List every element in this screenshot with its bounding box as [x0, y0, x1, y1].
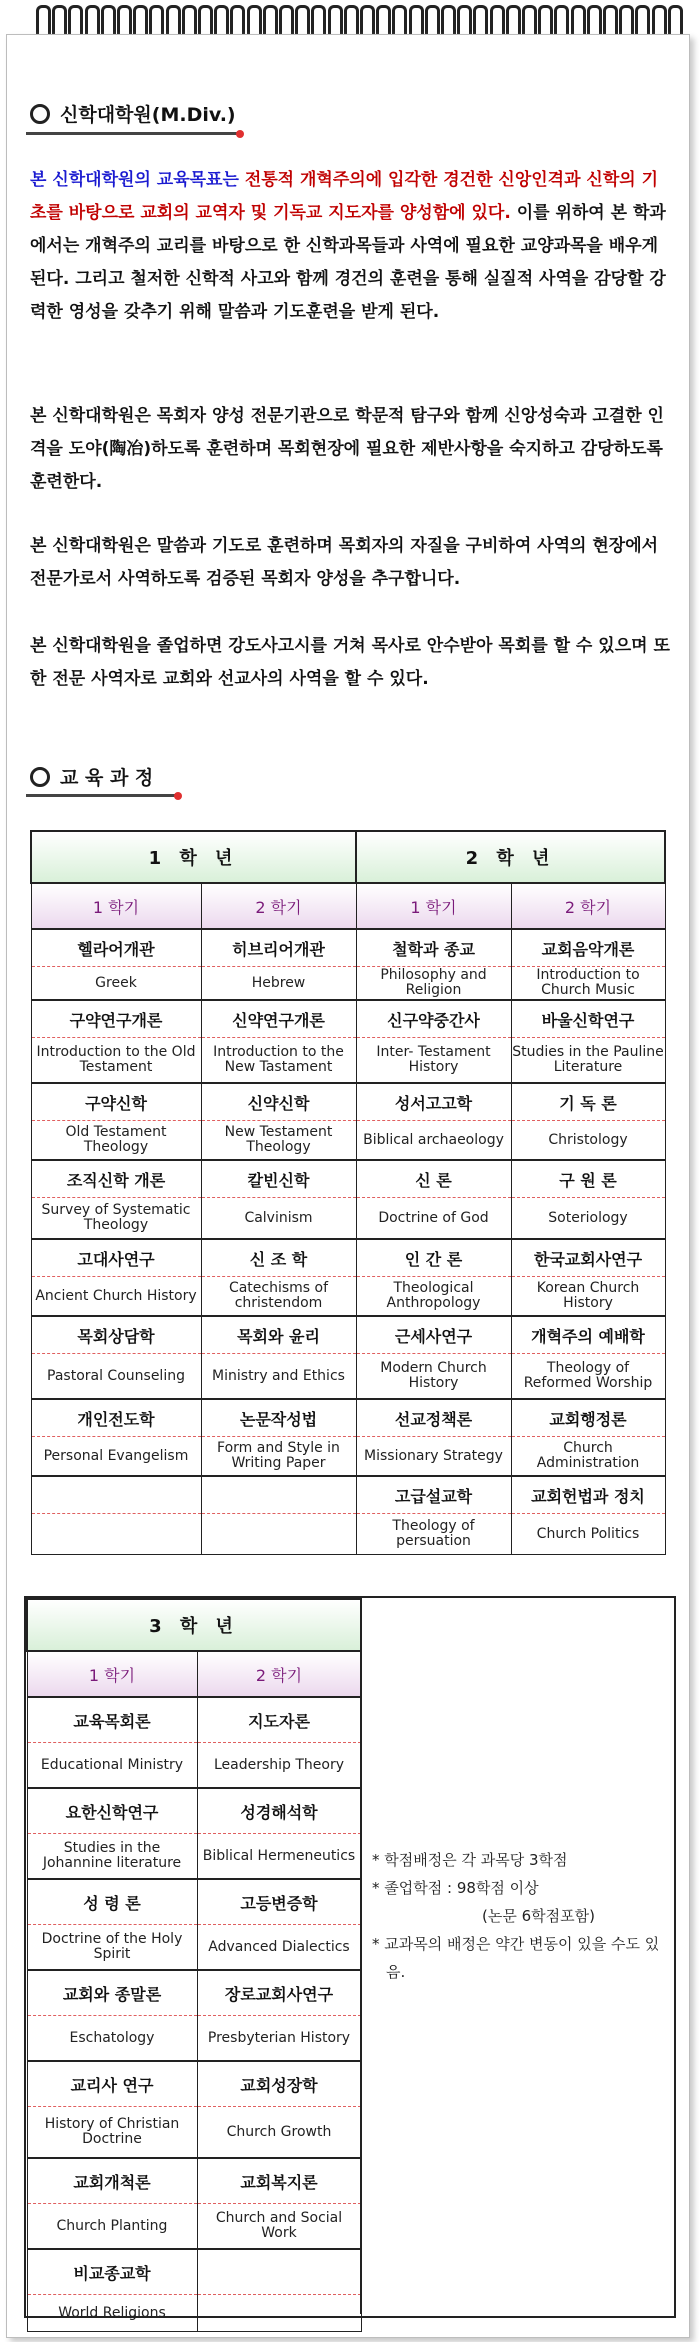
course-name-en: Studies in the Johannine literature [27, 1834, 197, 1880]
semester-header: 1 학기 [356, 883, 511, 929]
course-name-ko: 조직신학 개론 [31, 1160, 201, 1198]
course-name-ko: 개혁주의 예배학 [511, 1316, 665, 1354]
course-name-ko: 신구약중간사 [356, 1000, 511, 1038]
heading-underline [26, 794, 178, 797]
course-name-ko: 성서고고학 [356, 1083, 511, 1121]
semester-header-row [27, 1651, 361, 1697]
paragraph-pursuit: 본 신학대학원은 말씀과 기도로 훈련하며 목회자의 자질을 구비하여 사역의 현장에서 전문가로서 사역하도록 검증된 목회자 양성을 추구합니다. [30, 536, 659, 589]
course-name-en [197, 2295, 361, 2332]
course-name-en: New Testament Theology [201, 1121, 356, 1161]
course-name-ko: 칼빈신학 [201, 1160, 356, 1198]
course-name-en: Theology of persuation [356, 1514, 511, 1555]
year3-divider [360, 1598, 362, 2314]
year-header: 1 학 년 [31, 831, 356, 883]
course-name-ko: 목회상담학 [31, 1316, 201, 1354]
course-english-row [31, 1038, 665, 1084]
heading-curriculum-text: 교 육 과 정 [60, 767, 154, 789]
course-name-en: Biblical archaeology [356, 1121, 511, 1161]
circle-bullet-icon [30, 104, 50, 124]
course-english-row [27, 1925, 361, 1971]
section-heading-curriculum [30, 763, 153, 790]
course-english-row [27, 2295, 361, 2332]
course-name-en: Studies in the Pauline Literature [511, 1038, 665, 1084]
semester-header: 1 학기 [27, 1651, 197, 1697]
course-name-en: Pastoral Counseling [31, 1354, 201, 1400]
course-name-en: Philosophy and Religion [356, 967, 511, 1001]
course-name-ko: 신 론 [356, 1160, 511, 1198]
course-korean-row [27, 1970, 361, 2016]
course-name-en: Educational Ministry [27, 1743, 197, 1789]
course-name-en: Old Testament Theology [31, 1121, 201, 1161]
course-name-ko: 지도자론 [197, 1697, 361, 1743]
semester-header: 2 학기 [201, 883, 356, 929]
notes-block [372, 1846, 672, 1986]
note-thesis: (논문 6학점포함) [482, 1907, 595, 1925]
course-name-en: Catechisms of christendom [201, 1277, 356, 1317]
course-name-ko: 고대사연구 [31, 1239, 201, 1277]
semester-header: 2 학기 [511, 883, 665, 929]
course-name-en: Personal Evangelism [31, 1437, 201, 1477]
year-header: 3 학 년 [27, 1599, 361, 1651]
semester-header: 1 학기 [31, 883, 201, 929]
course-name-ko: 목회와 윤리 [201, 1316, 356, 1354]
course-name-ko: 성 령 론 [27, 1879, 197, 1925]
course-name-ko [197, 2249, 361, 2295]
course-name-ko: 교회와 종말론 [27, 1970, 197, 2016]
course-name-en: Theological Anthropology [356, 1277, 511, 1317]
course-name-en: Hebrew [201, 967, 356, 1001]
paragraph-training: 본 신학대학원은 목회자 양성 전문기관으로 학문적 탐구와 함께 신앙성숙과 고결한 인격을 도야(陶冶)하도록 훈련하며 목회현장에 필요한 제반사항을 숙지하고 감당하도록 훈련한다. [30, 406, 664, 492]
course-name-en: World Religions [27, 2295, 197, 2332]
course-name-ko: 구약연구개론 [31, 1000, 201, 1038]
section-heading-mdiv [30, 100, 236, 127]
course-name-ko: 교회음악개론 [511, 929, 665, 967]
course-english-row [31, 1198, 665, 1240]
semester-header: 2 학기 [197, 1651, 361, 1697]
course-name-ko: 구 원 론 [511, 1160, 665, 1198]
course-name-ko: 신약연구개론 [201, 1000, 356, 1038]
course-name-ko: 성경해석학 [197, 1788, 361, 1834]
course-name-en: Modern Church History [356, 1354, 511, 1400]
course-name-ko: 교회복지론 [197, 2158, 361, 2204]
course-english-row [31, 967, 665, 1001]
course-name-ko: 교육목회론 [27, 1697, 197, 1743]
course-name-ko: 논문작성법 [201, 1399, 356, 1437]
note-variation: * 교과목의 배정은 약간 변동이 있을 수도 있음. [372, 1935, 660, 1981]
course-name-en: Eschatology [27, 2016, 197, 2062]
heading-underline-dot [236, 130, 244, 138]
course-name-ko: 구약신학 [31, 1083, 201, 1121]
paragraph-goal-rest: 이를 위하여 본 학과에서는 개혁주의 교리를 바탕으로 한 신학과목들과 사역에 필요한 교양과목을 배우게 된다. 그리고 철저한 신학적 사고와 함께 경건의 훈련을 통해 실질적 사역을 감당할 강력한 영성을 갖추기 위해 말씀과 기도훈련을 받게 된다. [30, 203, 666, 322]
course-name-ko: 근세사연구 [356, 1316, 511, 1354]
course-name-en: Church Administration [511, 1437, 665, 1477]
semester-header-row [31, 883, 665, 929]
course-name-en: Ministry and Ethics [201, 1354, 356, 1400]
course-english-row [27, 2204, 361, 2250]
course-name-ko: 교회행정론 [511, 1399, 665, 1437]
course-name-ko: 신 조 학 [201, 1239, 356, 1277]
curriculum-table-body [31, 831, 665, 1555]
course-english-row [27, 1743, 361, 1789]
course-name-ko [201, 1476, 356, 1514]
course-name-en: Advanced Dialectics [197, 1925, 361, 1971]
heading-mdiv-text: 신학대학원(M.Div.) [60, 104, 236, 126]
course-korean-row [27, 2061, 361, 2107]
course-english-row [31, 1354, 665, 1400]
course-korean-row [31, 929, 665, 967]
course-name-en: Inter- Testament History [356, 1038, 511, 1084]
course-name-ko: 바울신학연구 [511, 1000, 665, 1038]
paragraph-goal-highlight: 전통적 개혁주의에 입각한 경건한 신앙인격과 신학의 기초를 바탕으로 교회의 교역자 및 기독교 지도자를 양성함에 있다. [30, 170, 659, 223]
course-name-en [31, 1514, 201, 1555]
course-name-ko: 철학과 종교 [356, 929, 511, 967]
year-header: 2 학 년 [356, 831, 665, 883]
paragraph-goal-intro: 본 신학대학원의 교육목표는 [30, 170, 239, 190]
course-name-en: Church Growth [197, 2107, 361, 2159]
course-name-en: Christology [511, 1121, 665, 1161]
course-name-ko: 장로교회사연구 [197, 1970, 361, 2016]
course-korean-row [31, 1160, 665, 1198]
course-name-ko: 고등변증학 [197, 1879, 361, 1925]
course-name-ko: 개인전도학 [31, 1399, 201, 1437]
heading-underline-dot [174, 792, 182, 800]
paragraph-graduation: 본 신학대학원을 졸업하면 강도사고시를 거쳐 목사로 안수받아 목회를 할 수 있으며 또한 전문 사역자로 교회와 선교사의 사역을 할 수 있다. [30, 636, 670, 689]
heading-underline [26, 132, 240, 135]
course-name-en: Doctrine of God [356, 1198, 511, 1240]
course-name-ko: 교리사 연구 [27, 2061, 197, 2107]
course-name-en: Soteriology [511, 1198, 665, 1240]
course-korean-row [27, 2158, 361, 2204]
course-name-ko: 교회헌법과 정치 [511, 1476, 665, 1514]
curriculum-table-year1-2 [30, 830, 666, 1555]
course-name-en: Korean Church History [511, 1277, 665, 1317]
course-name-en: Leadership Theory [197, 1743, 361, 1789]
course-name-en: Form and Style in Writing Paper [201, 1437, 356, 1477]
course-name-en: Church and Social Work [197, 2204, 361, 2250]
course-name-ko: 기 독 론 [511, 1083, 665, 1121]
course-name-en: Missionary Strategy [356, 1437, 511, 1477]
course-name-en: History of Christian Doctrine [27, 2107, 197, 2159]
course-name-ko: 교회성장학 [197, 2061, 361, 2107]
note-credits: * 학점배정은 각 과목당 3학점 [372, 1851, 568, 1869]
course-name-ko: 선교정책론 [356, 1399, 511, 1437]
course-name-en: Ancient Church History [31, 1277, 201, 1317]
course-korean-row [31, 1083, 665, 1121]
course-name-en: Introduction to Church Music [511, 967, 665, 1001]
course-name-en: Introduction to the Old Testament [31, 1038, 201, 1084]
course-english-row [31, 1514, 665, 1555]
course-name-en: Biblical Hermeneutics [197, 1834, 361, 1880]
course-english-row [27, 2107, 361, 2159]
course-name-ko: 고급설교학 [356, 1476, 511, 1514]
course-name-ko: 히브리어개관 [201, 929, 356, 967]
curriculum-table-body [27, 1599, 361, 2332]
course-name-ko: 교회개척론 [27, 2158, 197, 2204]
course-english-row [31, 1437, 665, 1477]
course-english-row [31, 1121, 665, 1161]
course-name-en: Church Planting [27, 2204, 197, 2250]
note-graduation-credits: * 졸업학점 : 98학점 이상 [372, 1879, 539, 1897]
course-name-en: Greek [31, 967, 201, 1001]
course-name-en: Calvinism [201, 1198, 356, 1240]
course-name-ko: 비교종교학 [27, 2249, 197, 2295]
course-korean-row [27, 2249, 361, 2295]
course-name-ko: 요한신학연구 [27, 1788, 197, 1834]
course-korean-row [31, 1399, 665, 1437]
year-header-row [27, 1599, 361, 1651]
course-korean-row [31, 1239, 665, 1277]
year-header-row [31, 831, 665, 883]
circle-bullet-icon [30, 767, 50, 787]
course-korean-row [27, 1788, 361, 1834]
course-english-row [27, 1834, 361, 1880]
paragraph-goal [30, 164, 670, 329]
course-english-row [27, 2016, 361, 2062]
course-name-en: Theology of Reformed Worship [511, 1354, 665, 1400]
course-english-row [31, 1277, 665, 1317]
course-name-en: Church Politics [511, 1514, 665, 1555]
course-name-en: Introduction to the New Tastament [201, 1038, 356, 1084]
course-name-en: Presbyterian History [197, 2016, 361, 2062]
course-name-ko: 헬라어개관 [31, 929, 201, 967]
course-korean-row [31, 1000, 665, 1038]
course-korean-row [27, 1879, 361, 1925]
course-korean-row [27, 1697, 361, 1743]
course-name-en: Doctrine of the Holy Spirit [27, 1925, 197, 1971]
course-name-ko: 한국교회사연구 [511, 1239, 665, 1277]
course-korean-row [31, 1316, 665, 1354]
course-name-ko [31, 1476, 201, 1514]
course-korean-row [31, 1476, 665, 1514]
course-name-ko: 신약신학 [201, 1083, 356, 1121]
course-name-en: Survey of Systematic Theology [31, 1198, 201, 1240]
curriculum-table-year3 [26, 1598, 362, 2332]
course-name-en [201, 1514, 356, 1555]
course-name-ko: 인 간 론 [356, 1239, 511, 1277]
